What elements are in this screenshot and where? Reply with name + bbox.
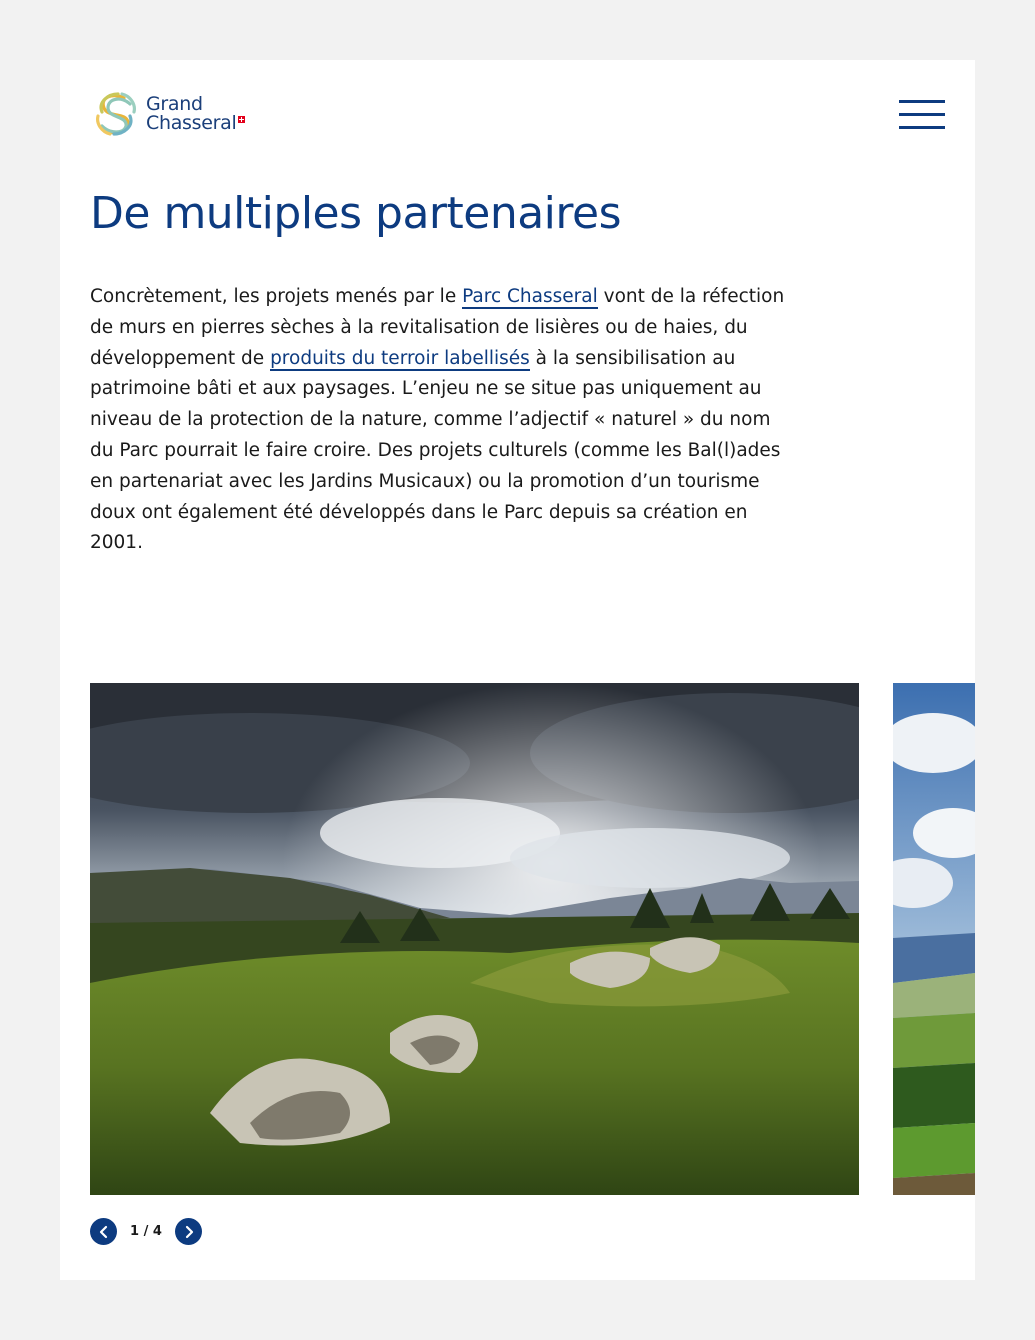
paragraph-text-3: à la sensibilisation au patrimoine bâti et aux paysages. L’enjeu ne se situe pas uniquement au niveau de la protection de la nature, comme l’adjectif « naturel » du nom du Parc pourrait le faire croire. Des projets culturels (comme les Bal(l)ades en partenariat avec les Jardins Musicaux) ou la promotion d’un tourisme doux ont également été développés dans le Parc depuis sa création en 2001. bbox=[90, 347, 781, 554]
carousel-counter: 1 / 4 bbox=[130, 1224, 162, 1239]
carousel-next-button[interactable] bbox=[175, 1218, 202, 1245]
logo-line-1: Grand bbox=[146, 93, 203, 115]
carousel-slide-1[interactable] bbox=[90, 683, 859, 1195]
intro-paragraph bbox=[90, 282, 790, 559]
carousel-slide-2[interactable] bbox=[893, 683, 975, 1195]
image-carousel[interactable] bbox=[90, 683, 975, 1195]
paragraph-text-1: Concrètement, les projets menés par le bbox=[90, 286, 463, 307]
parc-chasseral-link[interactable]: Parc Chasseral bbox=[462, 286, 598, 307]
menu-bar-top bbox=[899, 100, 945, 103]
logo-line-2: Chasseral bbox=[146, 112, 237, 134]
menu-bar-middle bbox=[899, 113, 945, 116]
landscape-photo-valley bbox=[893, 683, 975, 1195]
chevron-right-icon bbox=[182, 1225, 196, 1239]
carousel-prev-button[interactable] bbox=[90, 1218, 117, 1245]
menu-bar-bottom bbox=[899, 126, 945, 129]
logo-wordmark bbox=[146, 95, 245, 133]
paragraph-text-2: vont de la réfection de murs en pierres sèches à la revitalisation de lisières ou de haies, du développement de bbox=[90, 286, 785, 369]
swiss-flag-icon bbox=[238, 116, 245, 123]
page-title: De multiples partenaires bbox=[90, 188, 622, 239]
hamburger-menu-icon[interactable] bbox=[899, 100, 945, 130]
grand-chasseral-logo-icon bbox=[90, 88, 142, 140]
landscape-photo-pasture bbox=[90, 683, 859, 1195]
produits-terroir-link[interactable]: produits du terroir labellisés bbox=[270, 347, 530, 369]
browser-viewport bbox=[60, 60, 975, 1280]
logo-line-2-wrapper bbox=[146, 114, 245, 133]
site-logo[interactable] bbox=[90, 88, 245, 140]
chevron-left-icon bbox=[97, 1225, 111, 1239]
carousel-pagination bbox=[90, 1218, 202, 1245]
